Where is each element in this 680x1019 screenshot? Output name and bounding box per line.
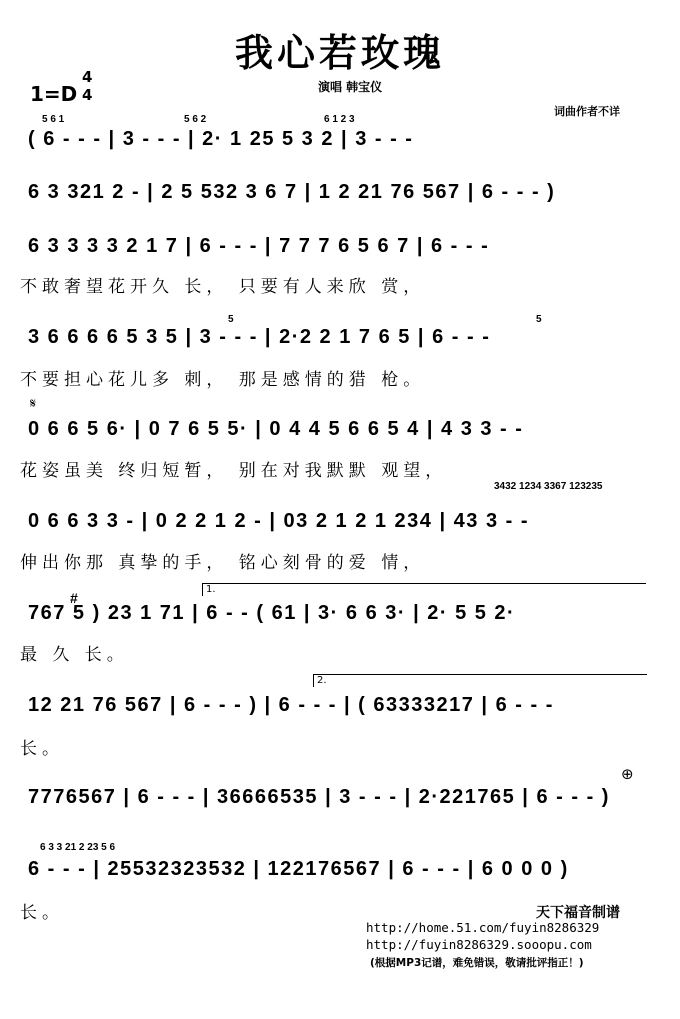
- lyric-line: 长。: [20, 739, 64, 759]
- lyric-line: 伸出你那 真挚的手， 铭心刻骨的爱 情，: [20, 553, 426, 573]
- staff-row-2: [28, 181, 658, 215]
- staff-row-7: [28, 590, 658, 636]
- ornament-run: 6 3 3 21 2 23 5 6: [40, 842, 116, 853]
- footer-url-1: http://home.51.com/fuyin8286329: [366, 920, 600, 935]
- grace-notes: 6 1 2 3: [324, 114, 355, 125]
- notation-line: 0 6 6 3 3 - | 0 2 2 1 2 - | 03 2 1 2 1 234 | 43 3 - -: [28, 510, 529, 532]
- time-signature: [82, 68, 92, 104]
- staff-row-9: [28, 786, 658, 820]
- footer-disclaimer: (根据MP3记谱，难免错误，敬请批评指正！): [370, 957, 584, 969]
- notation-line: 767 5 ) 23 1 71 | 6 - - ( 61 | 3· 6 6 3· | 2· 5 5 2·: [28, 602, 516, 624]
- lyric-line: 不要担心花儿多 刺， 那是感情的猎 枪。: [20, 370, 426, 390]
- lyric-line: 长。: [20, 903, 64, 923]
- staff-row-10: [28, 858, 658, 892]
- notation-line: 6 3 321 2 - | 2 5 532 3 6 7 | 1 2 21 76 567 | 6 - - - ): [28, 181, 556, 203]
- song-title: 我心若玫瑰: [234, 31, 445, 75]
- notation-line: 6 - - - | 25532323532 | 122176567 | 6 - - - | 6 0 0 0 ): [28, 858, 569, 880]
- lyric-line: 最 久 长。: [20, 645, 129, 665]
- staff-row-4: [28, 314, 658, 360]
- coda-icon: ⊕: [621, 765, 634, 783]
- notation-line: 7776567 | 6 - - - | 36666535 | 3 - - - | 2·221765 | 6 - - - ): [28, 786, 610, 808]
- notation-line: 3 6 6 6 6 5 3 5 | 3 - - - | 2·2 2 1 7 6 5 | 6 - - -: [28, 326, 491, 348]
- footer-url-2: http://fuyin8286329.sooopu.com: [366, 937, 592, 952]
- grace-notes: 5: [536, 314, 542, 325]
- grace-notes: 5 6 2: [184, 114, 207, 125]
- staff-row-3: [28, 235, 658, 269]
- composer-credit: 词曲作者不详: [554, 105, 620, 118]
- notation-line: ( 6 - - - | 3 - - - | 2· 1 25 5 3 2 | 3 - - -: [28, 128, 414, 150]
- staff-row-1: [28, 114, 658, 162]
- staff-row-5: [28, 418, 658, 452]
- lyric-line: 花姿虽美 终归短暂， 别在对我默默 观望，: [20, 461, 448, 481]
- lyric-line: 不敢奢望花开久 长， 只要有人来欣 赏，: [20, 277, 426, 297]
- key-signature: 1=D: [30, 82, 78, 106]
- footer-brand: 天下福音制谱: [536, 905, 620, 921]
- grace-notes: 5: [228, 314, 234, 325]
- segno-icon: 𝄋: [30, 396, 37, 412]
- notation-line: 0 6 6 5 6· | 0 7 6 5 5· | 0 4 4 5 6 6 5 4 | 4 3 3 - -: [28, 418, 524, 440]
- ornament-run: 3432 1234 3367 123235: [494, 481, 603, 492]
- volta-bracket-2: 2.: [313, 674, 647, 687]
- staff-row-6: [28, 510, 658, 544]
- time-bottom: 4: [82, 86, 93, 104]
- staff-row-8: [28, 694, 658, 728]
- volta-bracket-1: 1.: [202, 583, 646, 596]
- notation-line: 12 21 76 567 | 6 - - - ) | 6 - - - | ( 63333217 | 6 - - -: [28, 694, 554, 716]
- time-top: 4: [82, 68, 93, 86]
- notation-line: 6 3 3 3 3 2 1 7 | 6 - - - | 7 7 7 6 5 6 7 | 6 - - -: [28, 235, 490, 257]
- sharp-sign: #: [70, 590, 78, 606]
- grace-notes: 5 6 1: [42, 114, 65, 125]
- performer-credit: 演唱 韩宝仪: [318, 80, 383, 94]
